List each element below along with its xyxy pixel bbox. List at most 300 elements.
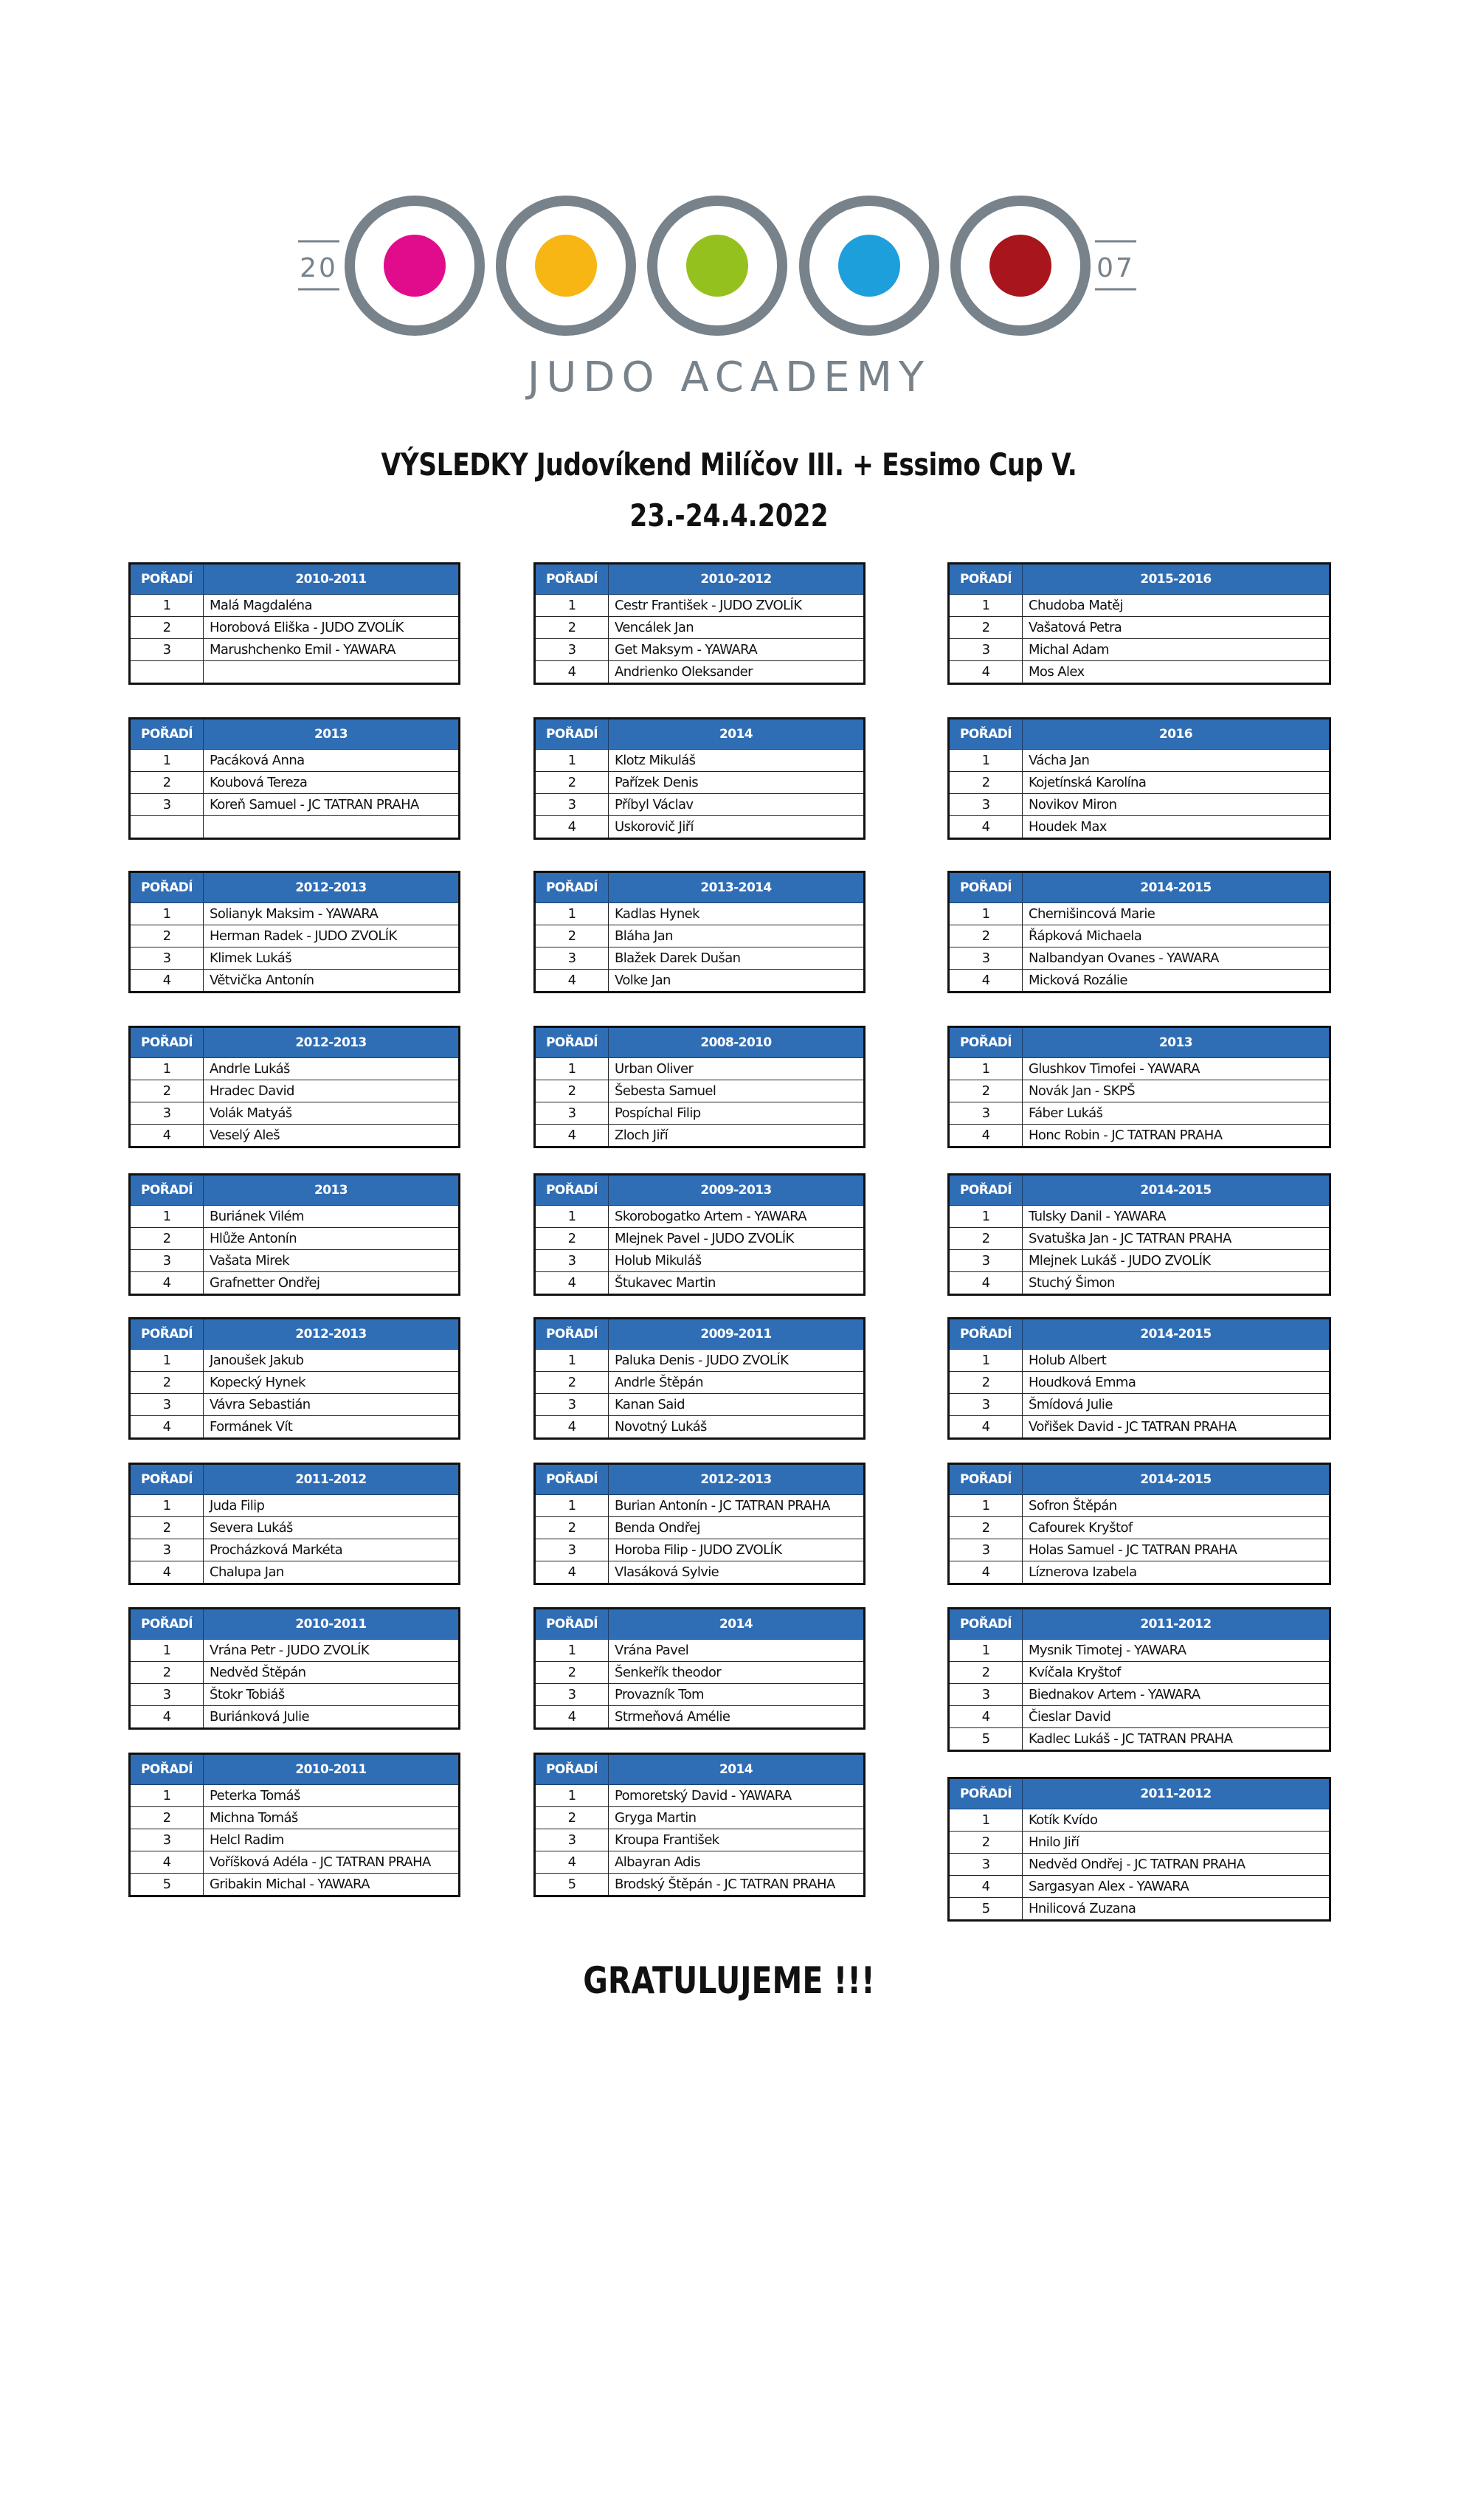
competitor-cell: Vašata Mirek	[204, 1250, 460, 1272]
rank-cell: 1	[535, 1785, 609, 1807]
rank-column-header: POŘADÍ	[949, 564, 1023, 595]
competitor-cell: Mlejnek Lukáš - JUDO ZVOLÍK	[1023, 1250, 1330, 1272]
rank-cell: 3	[535, 947, 609, 970]
table-row	[949, 1350, 1330, 1372]
rank-cell: 3	[949, 1539, 1023, 1561]
rank-cell: 2	[949, 1662, 1023, 1684]
rank-cell: 1	[535, 1206, 609, 1228]
category-column-header: 2014	[609, 1609, 865, 1640]
table-row	[130, 903, 460, 925]
table-row	[130, 1102, 460, 1125]
table-row	[130, 794, 460, 816]
results-table	[947, 562, 1331, 685]
competitor-cell: Příbyl Václav	[609, 794, 865, 816]
table-header-row	[130, 1464, 460, 1495]
table-row	[949, 1102, 1330, 1125]
competitor-cell: Svatuška Jan - JC TATRAN PRAHA	[1023, 1228, 1330, 1250]
rank-cell: 2	[949, 925, 1023, 947]
results-table	[533, 1463, 866, 1585]
rank-cell: 2	[535, 1080, 609, 1102]
competitor-cell: Micková Rozálie	[1023, 970, 1330, 993]
table-header-row	[130, 1754, 460, 1785]
rank-cell: 3	[130, 1102, 204, 1125]
rank-cell: 2	[130, 1372, 204, 1394]
logo-dot-blue	[838, 235, 900, 297]
competitor-cell: Procházková Markéta	[204, 1539, 460, 1561]
table-row	[535, 772, 865, 794]
competitor-cell: Cestr František - JUDO ZVOLÍK	[609, 595, 865, 617]
table-row	[535, 925, 865, 947]
rank-cell: 4	[130, 1272, 204, 1295]
rank-cell: 2	[535, 925, 609, 947]
rank-cell: 2	[949, 1080, 1023, 1102]
category-column-header: 2013	[204, 1175, 460, 1206]
competitor-cell: Volke Jan	[609, 970, 865, 993]
table-row	[130, 661, 460, 684]
table-header-row	[949, 1609, 1330, 1640]
competitor-cell: Kroupa František	[609, 1829, 865, 1851]
rank-column-header: POŘADÍ	[130, 1609, 204, 1640]
competitor-cell: Větvička Antonín	[204, 970, 460, 993]
rank-cell: 3	[949, 1102, 1023, 1125]
competitor-cell: Peterka Tomáš	[204, 1785, 460, 1807]
results-table	[947, 871, 1331, 993]
results-table	[128, 871, 460, 993]
table-header-row	[949, 1175, 1330, 1206]
results-table	[128, 1026, 460, 1148]
table-row	[535, 970, 865, 993]
table-header-row	[130, 1027, 460, 1058]
competitor-cell: Grafnetter Ondřej	[204, 1272, 460, 1295]
category-column-header: 2015-2016	[1023, 564, 1330, 595]
table-row	[130, 1706, 460, 1729]
rank-cell: 3	[130, 947, 204, 970]
rank-column-header: POŘADÍ	[949, 1319, 1023, 1350]
rank-cell: 1	[949, 750, 1023, 772]
table-row	[130, 1080, 460, 1102]
rank-cell: 4	[535, 1851, 609, 1874]
rank-cell: 2	[949, 1832, 1023, 1854]
category-column-header: 2014-2015	[1023, 1175, 1330, 1206]
rank-cell: 3	[535, 1539, 609, 1561]
rank-cell: 4	[535, 661, 609, 684]
competitor-cell: Pomoretský David - YAWARA	[609, 1785, 865, 1807]
competitor-cell: Hnilo Jiří	[1023, 1832, 1330, 1854]
table-row	[535, 1350, 865, 1372]
table-row	[949, 1372, 1330, 1394]
competitor-cell: Herman Radek - JUDO ZVOLÍK	[204, 925, 460, 947]
competitor-cell: Chalupa Jan	[204, 1561, 460, 1584]
table-row	[949, 903, 1330, 925]
competitor-cell: Novotný Lukáš	[609, 1416, 865, 1439]
rank-cell: 1	[535, 595, 609, 617]
competitor-cell: Fáber Lukáš	[1023, 1102, 1330, 1125]
rank-cell: 2	[535, 772, 609, 794]
rank-cell: 4	[949, 1416, 1023, 1439]
category-column-header: 2013	[204, 719, 460, 750]
rank-cell: 4	[130, 1706, 204, 1729]
logo-rings	[350, 201, 1085, 331]
competitor-cell: Juda Filip	[204, 1495, 460, 1517]
page-title: VÝSLEDKY Judovíkend Milíčov III. + Essimo Cup V.	[381, 446, 1077, 483]
competitor-cell: Kotík Kvído	[1023, 1809, 1330, 1832]
category-column-header: 2009-2013	[609, 1175, 865, 1206]
results-table	[533, 1026, 866, 1148]
table-header-row	[949, 1778, 1330, 1809]
competitor-cell: Andrle Štěpán	[609, 1372, 865, 1394]
rank-cell: 2	[130, 1228, 204, 1250]
rank-cell: 2	[949, 617, 1023, 639]
rank-cell: 1	[535, 1640, 609, 1662]
competitor-cell: Horobová Eliška - JUDO ZVOLÍK	[204, 617, 460, 639]
rank-cell: 1	[130, 1058, 204, 1080]
category-column-header: 2010-2011	[204, 564, 460, 595]
rank-cell: 4	[535, 1561, 609, 1584]
logo-dot-red	[989, 235, 1051, 297]
rank-cell: 1	[130, 1495, 204, 1517]
competitor-cell: Marushchenko Emil - YAWARA	[204, 639, 460, 661]
rank-column-header: POŘADÍ	[949, 1464, 1023, 1495]
table-row	[949, 1206, 1330, 1228]
competitor-cell: Pařízek Denis	[609, 772, 865, 794]
rank-cell: 1	[949, 1350, 1023, 1372]
table-row	[535, 1372, 865, 1394]
results-table	[533, 562, 866, 685]
category-column-header: 2012-2013	[609, 1464, 865, 1495]
rank-cell: 1	[535, 903, 609, 925]
category-column-header: 2009-2011	[609, 1319, 865, 1350]
rank-cell: 2	[949, 1517, 1023, 1539]
table-header-row	[535, 872, 865, 903]
rank-cell: 1	[535, 750, 609, 772]
competitor-cell: Sofron Štěpán	[1023, 1495, 1330, 1517]
competitor-cell: Klimek Lukáš	[204, 947, 460, 970]
rank-cell: 3	[130, 1250, 204, 1272]
rank-cell: 4	[535, 816, 609, 839]
results-table	[533, 1753, 866, 1897]
table-row	[949, 1832, 1330, 1854]
competitor-cell: Šmídová Julie	[1023, 1394, 1330, 1416]
table-row	[535, 903, 865, 925]
category-column-header: 2012-2013	[204, 1027, 460, 1058]
table-row	[949, 947, 1330, 970]
table-header-row	[949, 1027, 1330, 1058]
rank-cell: 3	[949, 1394, 1023, 1416]
logo-year-left-text: 20	[300, 253, 338, 283]
competitor-cell: Houdková Emma	[1023, 1372, 1330, 1394]
table-row	[949, 1898, 1330, 1921]
table-row	[535, 1561, 865, 1584]
table-row	[949, 1662, 1330, 1684]
competitor-cell: Tulsky Danil - YAWARA	[1023, 1206, 1330, 1228]
competitor-cell: Kanan Said	[609, 1394, 865, 1416]
table-row	[535, 1706, 865, 1729]
results-table	[128, 1173, 460, 1296]
rank-cell: 4	[130, 970, 204, 993]
category-column-header: 2011-2012	[204, 1464, 460, 1495]
rank-column-header: POŘADÍ	[535, 1175, 609, 1206]
table-row	[949, 970, 1330, 993]
competitor-cell: Chernišincová Marie	[1023, 903, 1330, 925]
rank-column-header: POŘADÍ	[949, 719, 1023, 750]
table-row	[535, 1495, 865, 1517]
table-header-row	[535, 564, 865, 595]
competitor-cell: Mlejnek Pavel - JUDO ZVOLÍK	[609, 1228, 865, 1250]
table-header-row	[535, 1609, 865, 1640]
table-row	[949, 772, 1330, 794]
table-row	[949, 1640, 1330, 1662]
rank-cell: 1	[130, 1350, 204, 1372]
competitor-cell: Houdek Max	[1023, 816, 1330, 839]
results-table	[128, 1753, 460, 1897]
table-row	[130, 1495, 460, 1517]
competitor-cell: Řápková Michaela	[1023, 925, 1330, 947]
table-row	[130, 1785, 460, 1807]
competitor-cell: Vořišek David - JC TATRAN PRAHA	[1023, 1416, 1330, 1439]
table-row	[949, 1058, 1330, 1080]
competitor-cell: Pospíchal Filip	[609, 1102, 865, 1125]
table-row	[130, 1228, 460, 1250]
table-row	[130, 772, 460, 794]
table-row	[535, 1416, 865, 1439]
competitor-cell: Pacáková Anna	[204, 750, 460, 772]
logo-dot-magenta	[384, 235, 446, 297]
logo-year-right	[1095, 241, 1136, 289]
rank-cell: 4	[535, 970, 609, 993]
competitor-cell: Stuchý Šimon	[1023, 1272, 1330, 1295]
table-row	[949, 1854, 1330, 1876]
table-row	[535, 1102, 865, 1125]
rank-cell: 1	[130, 1785, 204, 1807]
competitor-cell: Cafourek Kryštof	[1023, 1517, 1330, 1539]
category-column-header: 2016	[1023, 719, 1330, 750]
competitor-cell: Vrána Petr - JUDO ZVOLÍK	[204, 1640, 460, 1662]
competitor-cell: Vrána Pavel	[609, 1640, 865, 1662]
rank-cell: 1	[535, 1350, 609, 1372]
rank-cell	[130, 816, 204, 839]
category-column-header: 2010-2011	[204, 1609, 460, 1640]
table-row	[130, 1350, 460, 1372]
rank-cell: 1	[535, 1495, 609, 1517]
competitor-cell: Gryga Martin	[609, 1807, 865, 1829]
table-header-row	[949, 1464, 1330, 1495]
table-row	[535, 1640, 865, 1662]
rank-cell: 2	[949, 772, 1023, 794]
competitor-cell: Štukavec Martin	[609, 1272, 865, 1295]
table-row	[130, 970, 460, 993]
competitor-cell: Hlůže Antonín	[204, 1228, 460, 1250]
rank-cell: 3	[535, 1684, 609, 1706]
competitor-cell: Biednakov Artem - YAWARA	[1023, 1684, 1330, 1706]
competitor-cell: Vácha Jan	[1023, 750, 1330, 772]
table-row	[535, 1125, 865, 1147]
competitor-cell: Hnilicová Zuzana	[1023, 1898, 1330, 1921]
rank-column-header: POŘADÍ	[130, 872, 204, 903]
competitor-cell: Voříšková Adéla - JC TATRAN PRAHA	[204, 1851, 460, 1874]
competitor-cell: Novák Jan - SKPŠ	[1023, 1080, 1330, 1102]
results-table	[947, 1607, 1331, 1752]
rank-cell: 2	[130, 772, 204, 794]
rank-cell: 2	[535, 1662, 609, 1684]
rank-column-header: POŘADÍ	[130, 1319, 204, 1350]
competitor-cell: Janoušek Jakub	[204, 1350, 460, 1372]
rank-column-header: POŘADÍ	[535, 1609, 609, 1640]
rank-cell: 3	[130, 1394, 204, 1416]
results-table	[947, 1777, 1331, 1922]
table-header-row	[130, 1609, 460, 1640]
table-row	[535, 661, 865, 684]
rank-cell: 3	[949, 1250, 1023, 1272]
rank-cell: 1	[130, 1640, 204, 1662]
results-table	[533, 871, 866, 993]
rank-cell: 2	[535, 1807, 609, 1829]
rank-cell: 2	[130, 617, 204, 639]
rank-column-header: POŘADÍ	[535, 564, 609, 595]
rank-cell: 3	[535, 1394, 609, 1416]
rank-cell: 5	[949, 1898, 1023, 1921]
table-row	[535, 1539, 865, 1561]
table-header-row	[535, 1027, 865, 1058]
table-row	[949, 661, 1330, 684]
category-column-header: 2014-2015	[1023, 1319, 1330, 1350]
competitor-cell: Horoba Filip - JUDO ZVOLÍK	[609, 1539, 865, 1561]
rank-cell: 4	[949, 1561, 1023, 1584]
table-row	[535, 816, 865, 839]
page-date: 23.-24.4.2022	[629, 497, 829, 534]
rank-column-header: POŘADÍ	[130, 1464, 204, 1495]
table-row	[535, 1394, 865, 1416]
category-column-header: 2014-2015	[1023, 1464, 1330, 1495]
rank-cell: 3	[535, 639, 609, 661]
rank-cell: 2	[130, 1517, 204, 1539]
competitor-cell: Vávra Sebastián	[204, 1394, 460, 1416]
category-column-header: 2014	[609, 1754, 865, 1785]
competitor-cell: Chudoba Matěj	[1023, 595, 1330, 617]
table-header-row	[130, 564, 460, 595]
rank-cell: 5	[949, 1728, 1023, 1751]
table-header-row	[130, 872, 460, 903]
rank-cell: 3	[130, 1829, 204, 1851]
competitor-cell: Šebesta Samuel	[609, 1080, 865, 1102]
rank-cell: 4	[130, 1851, 204, 1874]
table-row	[130, 1539, 460, 1561]
rank-column-header: POŘADÍ	[535, 1754, 609, 1785]
logo-dot-green	[686, 235, 748, 297]
table-row	[949, 816, 1330, 839]
rank-cell: 2	[949, 1372, 1023, 1394]
rank-column-header: POŘADÍ	[535, 719, 609, 750]
rank-cell: 4	[535, 1125, 609, 1147]
rank-cell: 4	[535, 1706, 609, 1729]
table-row	[949, 1125, 1330, 1147]
table-header-row	[130, 1175, 460, 1206]
results-table	[947, 1026, 1331, 1148]
competitor-cell: Koreň Samuel - JC TATRAN PRAHA	[204, 794, 460, 816]
table-header-row	[949, 1319, 1330, 1350]
rank-cell: 1	[949, 903, 1023, 925]
competitor-cell: Volák Matyáš	[204, 1102, 460, 1125]
competitor-cell: Mysnik Timotej - YAWARA	[1023, 1640, 1330, 1662]
competitor-cell: Mos Alex	[1023, 661, 1330, 684]
competitor-cell: Get Maksym - YAWARA	[609, 639, 865, 661]
table-row	[535, 1206, 865, 1228]
results-table	[128, 1317, 460, 1440]
table-row	[535, 1807, 865, 1829]
rank-cell: 3	[130, 1539, 204, 1561]
rank-cell: 1	[130, 1206, 204, 1228]
table-row	[535, 947, 865, 970]
table-row	[535, 1058, 865, 1080]
table-row	[130, 1272, 460, 1295]
results-table	[533, 717, 866, 840]
table-row	[949, 794, 1330, 816]
competitor-cell: Formánek Vít	[204, 1416, 460, 1439]
category-column-header: 2010-2011	[204, 1754, 460, 1785]
competitor-cell: Novikov Miron	[1023, 794, 1330, 816]
competitor-cell: Holub Albert	[1023, 1350, 1330, 1372]
rank-cell: 4	[535, 1272, 609, 1295]
competitor-cell: Severa Lukáš	[204, 1517, 460, 1539]
rank-column-header: POŘADÍ	[535, 872, 609, 903]
table-row	[130, 1807, 460, 1829]
rank-cell: 2	[130, 1080, 204, 1102]
rank-cell: 4	[949, 1706, 1023, 1728]
table-row	[130, 595, 460, 617]
competitor-cell: Kojetínská Karolína	[1023, 772, 1330, 794]
rank-cell: 4	[130, 1561, 204, 1584]
rank-cell: 3	[949, 1854, 1023, 1876]
rank-cell: 1	[949, 1495, 1023, 1517]
rank-cell: 2	[949, 1228, 1023, 1250]
rank-cell	[130, 661, 204, 684]
table-row	[130, 639, 460, 661]
rank-cell: 2	[535, 1517, 609, 1539]
rank-cell: 3	[949, 639, 1023, 661]
table-row	[535, 1785, 865, 1807]
competitor-cell: Nedvěd Štěpán	[204, 1662, 460, 1684]
table-row	[130, 1517, 460, 1539]
competitor-cell: Buriánková Julie	[204, 1706, 460, 1729]
table-header-row	[535, 1319, 865, 1350]
table-row	[535, 639, 865, 661]
results-table	[947, 1463, 1331, 1585]
rank-cell: 1	[535, 1058, 609, 1080]
results-table	[533, 1607, 866, 1730]
rank-cell: 2	[535, 617, 609, 639]
table-row	[130, 1684, 460, 1706]
table-header-row	[949, 564, 1330, 595]
competitor-cell: Strmeňová Amélie	[609, 1706, 865, 1729]
table-row	[535, 1080, 865, 1102]
table-row	[949, 1728, 1330, 1751]
table-row	[949, 1080, 1330, 1102]
rank-column-header: POŘADÍ	[949, 1027, 1023, 1058]
rank-column-header: POŘADÍ	[535, 1464, 609, 1495]
table-row	[130, 1394, 460, 1416]
table-row	[949, 1809, 1330, 1832]
competitor-cell: Nedvěd Ondřej - JC TATRAN PRAHA	[1023, 1854, 1330, 1876]
table-row	[130, 1851, 460, 1874]
table-row	[130, 1829, 460, 1851]
competitor-cell: Vlasáková Sylvie	[609, 1561, 865, 1584]
competitor-cell: Paluka Denis - JUDO ZVOLÍK	[609, 1350, 865, 1372]
table-row	[535, 595, 865, 617]
results-table	[533, 1317, 866, 1440]
competitor-cell: Glushkov Timofei - YAWARA	[1023, 1058, 1330, 1080]
table-row	[535, 1684, 865, 1706]
rank-cell: 3	[130, 639, 204, 661]
rank-column-header: POŘADÍ	[130, 1754, 204, 1785]
